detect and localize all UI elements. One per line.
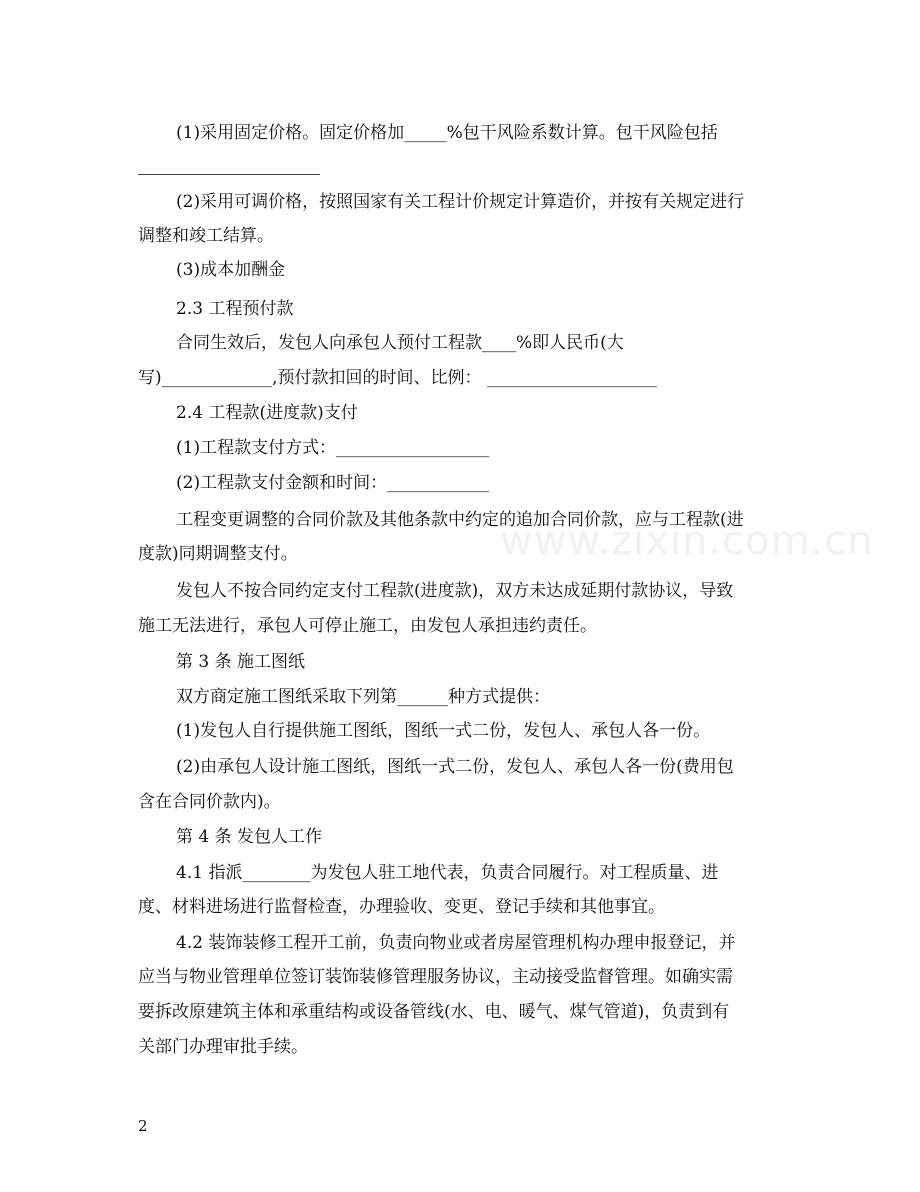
paragraph-line: 合同生效后，发包人向承包人预付工程款____%即人民币(大 [176,333,624,353]
section-heading: 2.4 工程款(进度款)支付 [176,403,358,423]
paragraph-line: 4.1 指派________为发包人驻工地代表，负责合同履行。对工程质量、进 [176,863,719,883]
watermark: www.zixin.com.cn [500,518,874,564]
paragraph-line: (1)工程款支付方式：__________________ [176,438,490,458]
paragraph-line: 工程变更调整的合同价款及其他条款中约定的追加合同价款，应与工程款(进 [176,510,744,530]
page-number: 2 [138,1117,148,1135]
paragraph-line: 应当与物业管理单位签订装饰装修管理服务协议，主动接受监督管理。如确实需 [138,967,733,987]
paragraph-line: (2)由承包人设计施工图纸，图纸一式二份，发包人、承包人各一份(费用包 [176,757,734,777]
paragraph-line: 含在合同价款内)。 [138,792,281,812]
paragraph-line: (2)采用可调价格，按照国家有关工程计价规定计算造价，并按有关规定进行 [176,192,745,212]
paragraph-line: (1)发包人自行提供施工图纸，图纸一式二份，发包人、承包人各一份。 [176,721,711,741]
paragraph-line: 要拆改原建筑主体和承重结构或设备管线(水、电、暖气、煤气管道)，负责到有 [138,1002,730,1022]
paragraph-line: 4.2 装饰装修工程开工前，负责向物业或者房屋管理机构办理申报登记，并 [176,933,736,953]
paragraph-line: 度款)同期调整支付。 [138,544,298,564]
paragraph-line: 写)_____________,预付款扣回的时间、比例： ____________________ [138,368,657,388]
paragraph-line: 施工无法进行，承包人可停止施工，由发包人承担违约责任。 [138,616,597,636]
article-heading: 第 3 条 施工图纸 [176,652,306,672]
paragraph-line: 调整和竣工结算。 [138,226,274,246]
paragraph-line: 度、材料进场进行监督检查，办理验收、变更、登记手续和其他事宜。 [138,897,665,917]
paragraph-line: 发包人不按合同约定支付工程款(进度款)，双方未达成延期付款协议，导致 [176,581,734,601]
article-heading: 第 4 条 发包人工作 [176,827,323,847]
paragraph-line: (2)工程款支付金额和时间：____________ [176,473,490,493]
paragraph-line: 关部门办理审批手续。 [138,1037,308,1057]
blank-underline [138,174,320,175]
paragraph-line: (1)采用固定价格。固定价格加_____%包干风险系数计算。包干风险包括 [176,123,718,143]
paragraph-line: (3)成本加酬金 [176,260,286,280]
section-heading: 2.3 工程预付款 [176,299,294,319]
paragraph-line: 双方商定施工图纸采取下列第______种方式提供： [176,687,550,707]
